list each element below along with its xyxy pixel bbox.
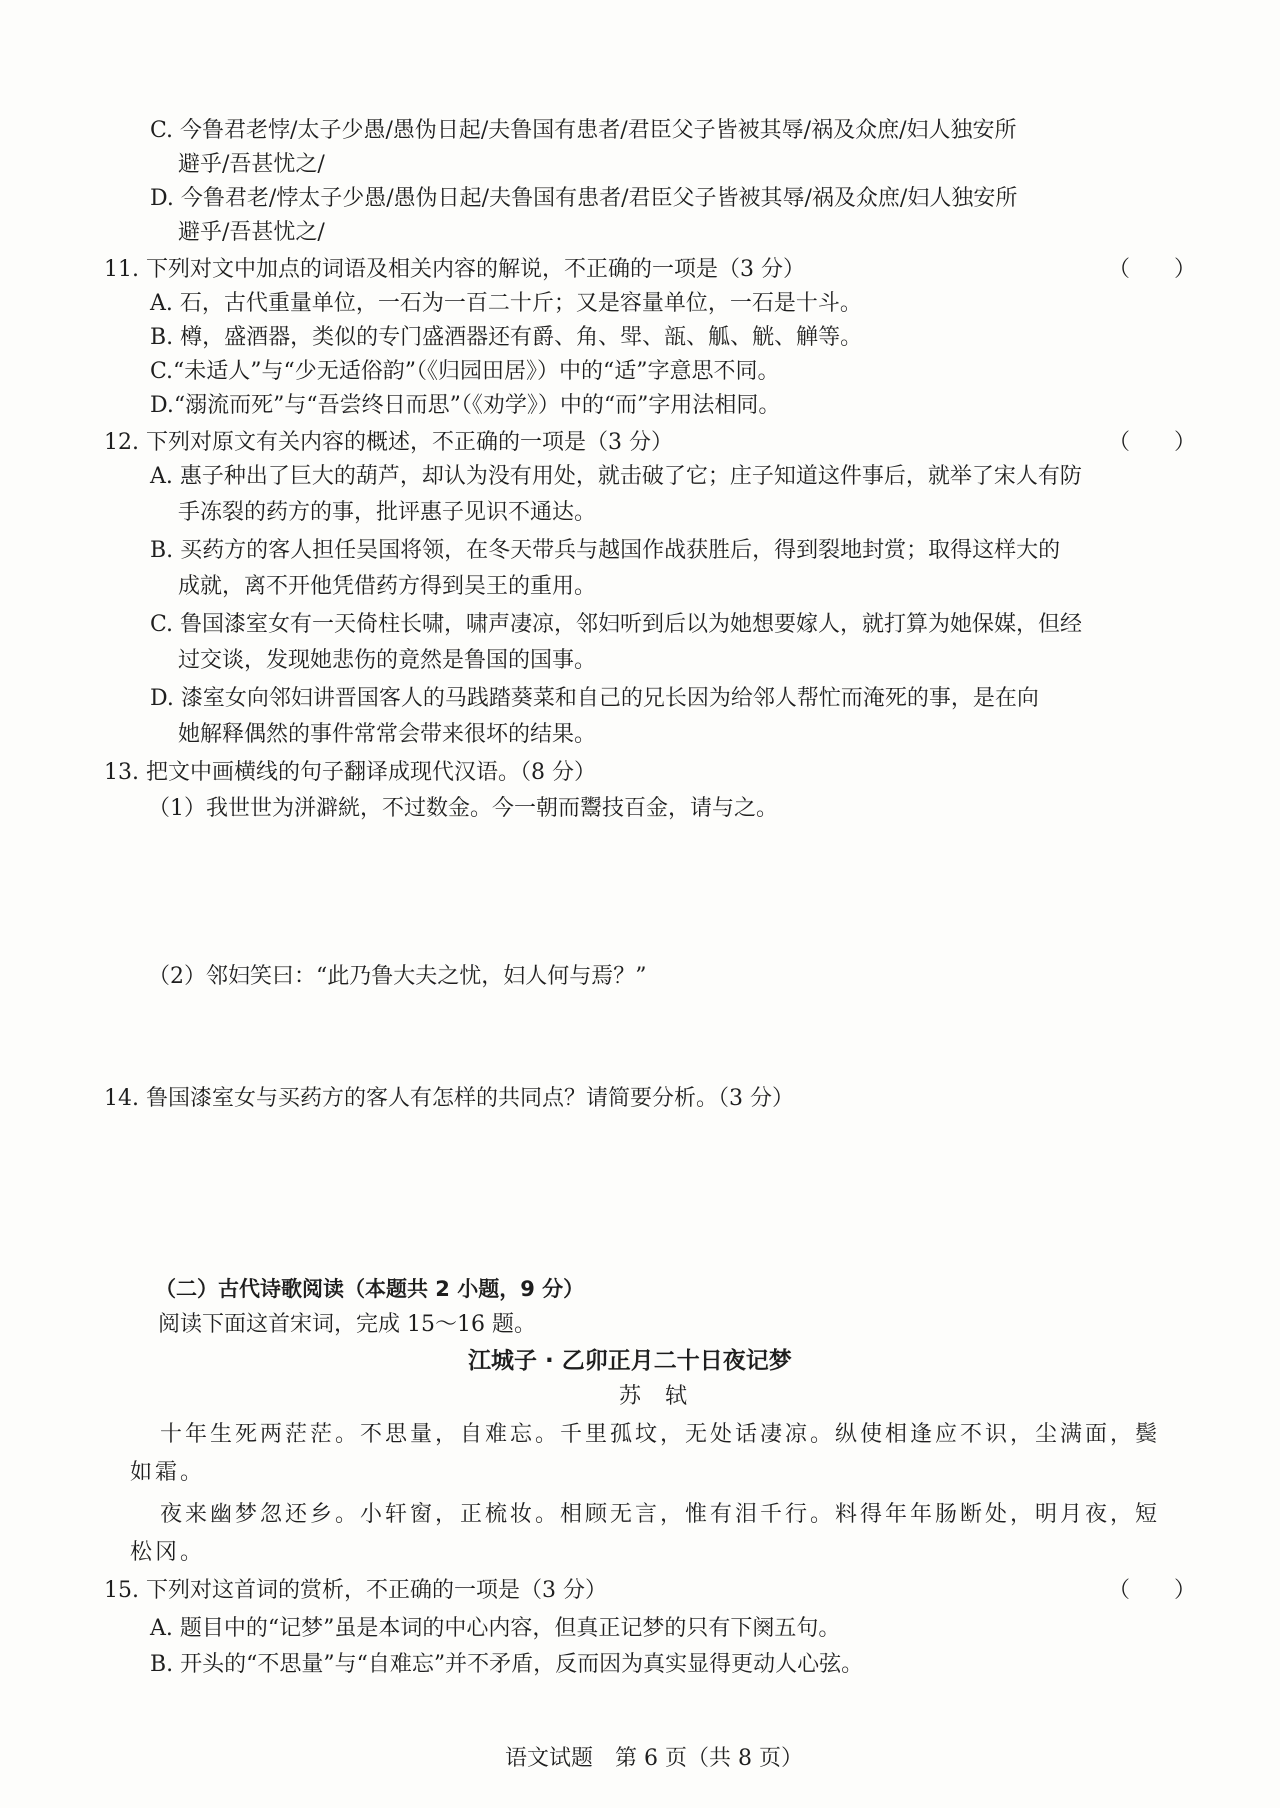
section-heading: （二）古代诗歌阅读（本题共 2 小题，9 分） (155, 1277, 585, 1301)
q12-stem: 12. 下列对原文有关内容的概述，不正确的一项是（3 分） (104, 430, 673, 455)
q15-answer-blank: （ ） (1108, 1578, 1197, 1603)
poem-stanza-1-line2: 如霜。 (130, 1460, 206, 1485)
q10-option-c-line2: 避乎/吾甚忧之/ (178, 152, 325, 177)
q12-option-d-line2: 她解释偶然的事件常常会带来很坏的结果。 (178, 722, 597, 747)
q12-option-a-line2: 手冻裂的药方的事，批评惠子见识不通达。 (178, 500, 597, 525)
poem-title: 江城子 · 乙卯正月二十日夜记梦 (468, 1348, 792, 1374)
q13-sentence-1: （1）我世世为洴澼絖，不过数金。今一朝而鬻技百金，请与之。 (148, 796, 778, 821)
q11-answer-blank: （ ） (1108, 257, 1197, 282)
q11-option-b: B. 樽，盛酒器，类似的专门盛酒器还有爵、角、斝、瓿、觚、觥、觯等。 (150, 325, 863, 350)
q14-stem: 14. 鲁国漆室女与买药方的客人有怎样的共同点？请简要分析。（3 分） (104, 1086, 794, 1111)
q12-option-c-line1: C. 鲁国漆室女有一天倚柱长啸，啸声凄凉，邻妇听到后以为她想要嫁人，就打算为她保媒，但经 (150, 612, 1083, 637)
poem-stanza-2-line2: 松冈。 (130, 1540, 206, 1565)
q12-option-b-line1: B. 买药方的客人担任吴国将领，在冬天带兵与越国作战获胜后，得到裂地封赏；取得这样大的 (150, 538, 1061, 563)
q11-option-d: D.“溺流而死”与“吾尝终日而思”（《劝学》）中的“而”字用法相同。 (150, 393, 781, 418)
q12-option-a-line1: A. 惠子种出了巨大的葫芦，却认为没有用处，就击破了它；庄子知道这件事后，就举了宋人有防 (150, 464, 1082, 489)
page-footer: 语文试题 第 6 页（共 8 页） (505, 1746, 803, 1771)
q11-stem: 11. 下列对文中加点的词语及相关内容的解说，不正确的一项是（3 分） (104, 257, 805, 282)
poem-stanza-1-line1: 十年生死两茫茫。不思量，自难忘。千里孤坟，无处话凄凉。纵使相逢应不识，尘满面，鬓 (160, 1422, 1161, 1447)
q15-option-b: B. 开头的“不思量”与“自难忘”并不矛盾，反而因为真实显得更动人心弦。 (150, 1652, 864, 1677)
q12-answer-blank: （ ） (1108, 430, 1197, 455)
q10-option-d-line2: 避乎/吾甚忧之/ (178, 220, 325, 245)
q11-option-a: A. 石，古代重量单位，一石为一百二十斤；又是容量单位，一石是十斗。 (150, 291, 862, 316)
q12-option-c-line2: 过交谈，发现她悲伤的竟然是鲁国的国事。 (178, 648, 597, 673)
q13-sentence-2: （2）邻妇笑曰：“此乃鲁大夫之忧，妇人何与焉？” (148, 964, 647, 989)
q12-option-d-line1: D. 漆室女向邻妇讲晋国客人的马践踏葵菜和自己的兄长因为给邻人帮忙而淹死的事，是在向 (150, 686, 1039, 711)
q12-option-b-line2: 成就，离不开他凭借药方得到吴王的重用。 (178, 574, 597, 599)
q11-option-c: C.“未适人”与“少无适俗韵”（《归园田居》）中的“适”字意思不同。 (150, 359, 780, 384)
poem-stanza-2-line1: 夜来幽梦忽还乡。小轩窗，正梳妆。相顾无言，惟有泪千行。料得年年肠断处，明月夜，短 (160, 1502, 1161, 1527)
q10-option-c-line1: C. 今鲁君老悖/太子少愚/愚伪日起/夫鲁国有患者/君臣父子皆被其辱/祸及众庶/妇人独安所 (150, 118, 1017, 143)
q10-option-d-line1: D. 今鲁君老/悖太子少愚/愚伪日起/夫鲁国有患者/君臣父子皆被其辱/祸及众庶/妇人独安所 (150, 186, 1018, 211)
q15-stem: 15. 下列对这首词的赏析，不正确的一项是（3 分） (104, 1578, 607, 1603)
poem-author: 苏轼 (619, 1384, 712, 1409)
q13-stem: 13. 把文中画横线的句子翻译成现代汉语。（8 分） (104, 760, 596, 785)
q15-option-a: A. 题目中的“记梦”虽是本词的中心内容，但真正记梦的只有下阕五句。 (150, 1616, 841, 1641)
section-instruction: 阅读下面这首宋词，完成 15～16 题。 (158, 1312, 536, 1337)
